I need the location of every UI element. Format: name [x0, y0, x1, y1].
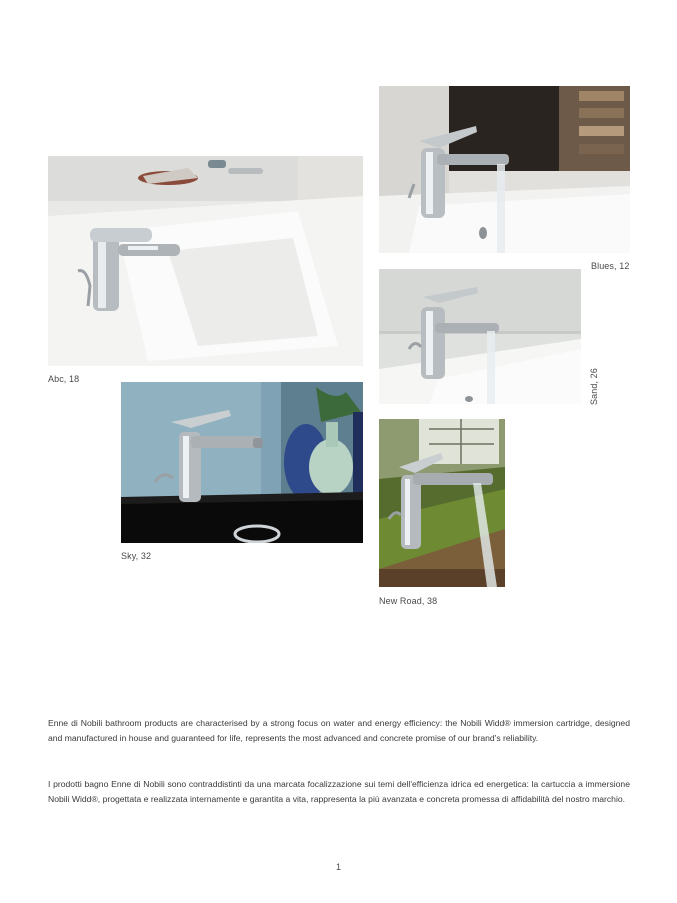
caption-sky: Sky, 32 [121, 551, 152, 561]
sky-faucet-photo [121, 382, 363, 543]
new-road-faucet-photo [379, 419, 505, 587]
page-number: 1 [335, 862, 341, 872]
caption-new-road: New Road, 38 [379, 596, 438, 606]
caption-sand: Sand, 26 [589, 368, 599, 405]
italian-paragraph: I prodotti bagno Enne di Nobili sono contraddistinti da una marcata focalizzazione sui temi dell'efficienza idrica ed energetica: la cartuccia a immersione Nobili Widd®, progettata e realizzata internamente e garantita a vita, rappresenta la più avanzata e concreta promessa di affidabilità del nostro marchio. [48, 779, 630, 804]
sand-faucet-photo [379, 269, 581, 404]
caption-abc: Abc, 18 [48, 374, 80, 384]
caption-blues: Blues, 12 [591, 261, 630, 271]
blues-faucet-photo [379, 86, 630, 253]
english-paragraph: Enne di Nobili bathroom products are characterised by a strong focus on water and energy efficiency: the Nobili Widd® immersion cartridge, designed and manufactured in house and guaranteed for life, represents the most advanced and concrete promise of our brand's reliability. [48, 718, 630, 743]
abc-faucet-photo [48, 156, 363, 366]
